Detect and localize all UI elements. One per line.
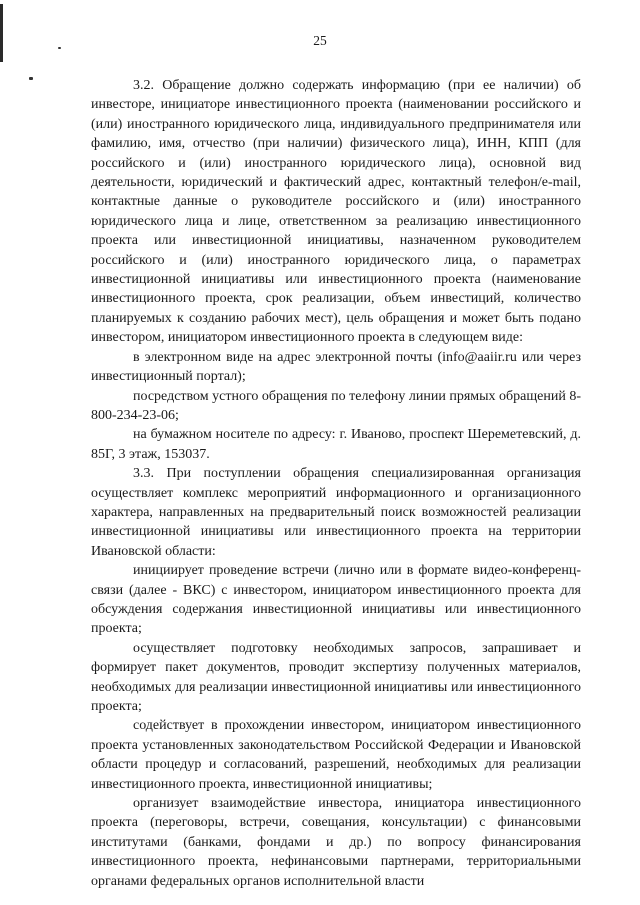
paragraph-meeting: инициирует проведение встречи (лично или в формате видео-конференц-связи (далее - ВКС) с инвестором, инициатором инвестиционного проекта для обсуждения содержания инвестиционной инициативы или инвестиционного проекта;	[91, 563, 581, 637]
paragraph-paper: на бумажном носителе по адресу: г. Иваново, проспект Шереметевский, д. 85Г, 3 этаж, 153037.	[91, 427, 581, 462]
paragraph-assist: содействует в прохождении инвестором, инициатором инвестиционного проекта установленных законодательством Российской Федерации и Ивановской области процедур и согласований, разрешений, необходимых для реализации инвестиционного проекта, инвестиционной инициативы;	[91, 718, 581, 792]
paragraph-phone: посредством устного обращения по телефону линии прямых обращений 8-800-234-23-06;	[91, 388, 581, 423]
page-number: 25	[313, 33, 327, 48]
paragraph-organize: организует взаимодействие инвестора, инициатора инвестиционного проекта (переговоры, встречи, совещания, консультации) с финансовыми институтами (банками, фондами и др.) по вопросу финансирования инвестиционного проекта, нефинансовыми партнерами, территориальными органами федеральных органов исполнительной власти	[91, 796, 581, 889]
paragraph-3-3: 3.3. При поступлении обращения специализированная организация осуществляет комплекс мероприятий информационного и организационного характера, направленных на предварительный поиск возможностей реализации инвестиционной инициативы или инвестиционного проекта на территории Ивановской области:	[91, 466, 581, 559]
document-body	[91, 76, 581, 891]
paragraph-3-2: 3.2. Обращение должно содержать информацию (при ее наличии) об инвесторе, инициаторе инвестиционного проекта (наименовании российского и (или) иностранного юридического лица, индивидуального предпринимателя или фамилию, имя, отчество (при наличии) физического лица), ИНН, КПП (для российского и (или) иностранного юридического лица), основной вид деятельности, юридический и фактический адрес, контактный телефон/e-mail, контактные данные о руководителе российского и (или) иностранного юридического лица и лице, ответственном за реализацию инвестиционного проекта или инвестиционной инициативы, назначенном руководителем российского и (или) иностранного юридического лица, о параметрах инвестиционной инициативы или инвестиционного проекта (наименование инвестиционного проекта, срок реализации, объем инвестиций, количество планируемых к созданию рабочих мест), цель обращения и может быть подано инвестором, инициатором инвестиционного проекта в следующем виде:	[91, 78, 581, 346]
scan-speck	[29, 77, 33, 80]
paragraph-requests: осуществляет подготовку необходимых запросов, запрашивает и формирует пакет документов, проводит экспертизу полученных материалов, необходимых для реализации инвестиционной инициативы или инвестиционного проекта;	[91, 640, 581, 714]
paragraph-electronic: в электронном виде на адрес электронной почты (info@aaiir.ru или через инвестиционный портал);	[91, 349, 581, 385]
